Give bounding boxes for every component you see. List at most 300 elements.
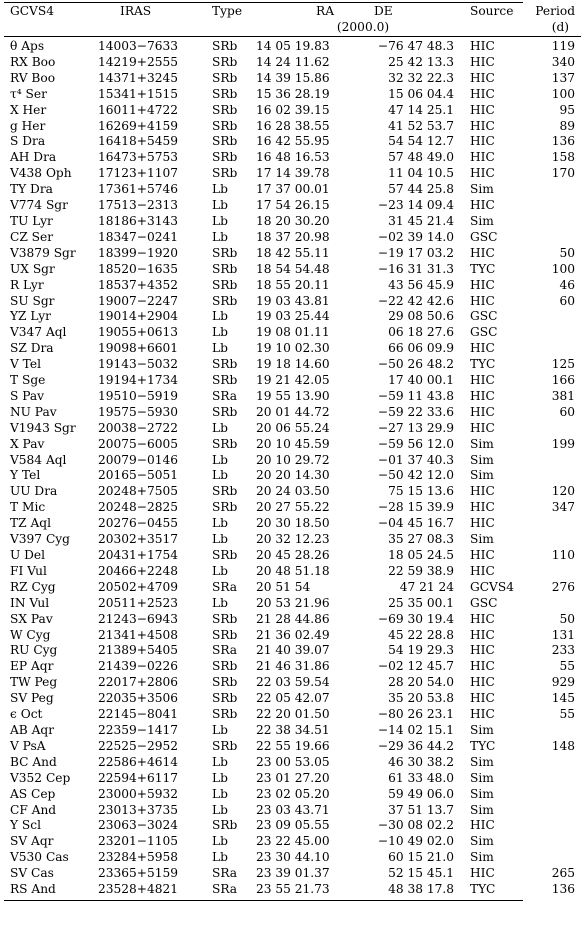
cell-period <box>530 309 581 325</box>
cell-name: SV Cas <box>10 866 54 881</box>
table-row <box>4 87 581 103</box>
table-row <box>4 691 581 707</box>
cell-name: AS Cep <box>10 786 56 801</box>
cell-period: 148 <box>551 738 575 753</box>
cell-de: 54 19 29.3 <box>388 643 454 658</box>
cell-iras: 23201−1105 <box>98 834 178 849</box>
cell-type: Lb <box>212 213 228 228</box>
cell-type: SRb <box>212 245 238 260</box>
cell-iras: 18347−0241 <box>98 229 178 244</box>
cell-type: SRb <box>212 484 238 499</box>
cell-period: 347 <box>551 500 575 515</box>
cell-name: CZ Ser <box>10 229 54 244</box>
cell-name: ϵ Oct <box>10 707 43 722</box>
cell-de: −59 56 12.0 <box>377 436 454 451</box>
cell-source: HIC <box>470 388 495 403</box>
cell-source: Sim <box>470 436 494 451</box>
cell-source: HIC <box>470 516 495 531</box>
cell-ra: 20 27 55.22 <box>256 500 330 515</box>
cell-iras: 18399−1920 <box>98 245 178 260</box>
cell-iras: 19098+6601 <box>98 341 178 356</box>
cell-ra: 17 14 39.78 <box>256 166 330 181</box>
cell-de: −22 42 42.6 <box>377 293 454 308</box>
cell-ra: 20 24 03.50 <box>256 484 330 499</box>
table-row <box>4 453 581 469</box>
cell-ra: 16 28 38.55 <box>256 118 330 133</box>
cell-period: 50 <box>559 611 575 626</box>
cell-ra: 23 30 44.10 <box>256 850 330 865</box>
cell-period: 125 <box>551 357 575 372</box>
cell-ra: 22 55 19.66 <box>256 738 330 753</box>
cell-de: 41 52 53.7 <box>388 118 454 133</box>
cell-iras: 20079−0146 <box>98 452 178 467</box>
cell-name: Y Scl <box>10 818 41 833</box>
cell-ra: 23 39 01.37 <box>256 866 330 881</box>
cell-type: Lb <box>212 754 228 769</box>
cell-ra: 23 00 53.05 <box>256 754 330 769</box>
cell-de: 46 30 38.2 <box>388 754 454 769</box>
cell-de: 11 04 10.5 <box>388 166 454 181</box>
cell-de: 32 32 22.3 <box>388 70 454 85</box>
star-table-container <box>4 2 575 901</box>
cell-period <box>530 755 581 771</box>
cell-iras: 22017+2806 <box>98 675 178 690</box>
cell-ra: 20 32 12.23 <box>256 532 330 547</box>
cell-ra: 18 20 30.20 <box>256 213 330 228</box>
table-row <box>4 341 581 357</box>
cell-source: TYC <box>470 357 496 372</box>
cell-iras: 23063−3024 <box>98 818 178 833</box>
table-row <box>4 707 581 723</box>
cell-de: 22 59 38.9 <box>388 563 454 578</box>
cell-period <box>530 325 581 341</box>
table-row <box>4 484 581 500</box>
cell-type: Lb <box>212 786 228 801</box>
table-row <box>4 755 581 771</box>
cell-de: −16 31 31.3 <box>377 261 454 276</box>
cell-iras: 20511+2523 <box>98 595 178 610</box>
cell-de: 17 40 00.1 <box>388 373 454 388</box>
cell-iras: 20502+4709 <box>98 579 178 594</box>
cell-de: −14 02 15.1 <box>377 722 454 737</box>
table-row <box>4 373 581 389</box>
cell-source: Sim <box>470 182 494 197</box>
table-row <box>4 55 581 71</box>
cell-type: SRb <box>212 436 238 451</box>
cell-iras: 14371+3245 <box>98 70 178 85</box>
cell-period <box>530 723 581 739</box>
cell-period: 119 <box>551 39 575 53</box>
cell-type: Lb <box>212 595 228 610</box>
header-period: Period <box>535 4 575 18</box>
cell-name: V397 Cyg <box>10 532 70 547</box>
cell-period: 166 <box>551 373 575 388</box>
table-row <box>4 659 581 675</box>
cell-period: 120 <box>551 484 575 499</box>
header-name: GCVS4 <box>10 4 54 18</box>
cell-source: HIC <box>470 659 495 674</box>
cell-name: AB Aqr <box>10 722 55 737</box>
table-row <box>4 246 581 262</box>
cell-type: SRb <box>212 39 238 53</box>
cell-iras: 19055+0613 <box>98 325 178 340</box>
cell-type: SRb <box>212 548 238 562</box>
cell-de: −80 26 23.1 <box>377 707 454 722</box>
table-row <box>4 262 581 278</box>
cell-type: Lb <box>212 182 228 197</box>
cell-iras: 23013+3735 <box>98 802 178 817</box>
cell-iras: 23284+5958 <box>98 850 178 865</box>
cell-iras: 22145−8041 <box>98 707 178 722</box>
cell-iras: 19575−5930 <box>98 404 178 419</box>
table-row <box>4 818 581 834</box>
cell-type: Lb <box>212 770 228 785</box>
table-row <box>4 325 581 341</box>
cell-ra: 22 05 42.07 <box>256 691 330 706</box>
cell-ra: 22 20 01.50 <box>256 707 330 722</box>
cell-name: g Her <box>10 118 46 133</box>
cell-source: TYC <box>470 738 496 753</box>
cell-ra: 16 02 39.15 <box>256 102 330 117</box>
cell-type: Lb <box>212 229 228 244</box>
cell-ra: 20 45 28.26 <box>256 548 330 562</box>
cell-source: HIC <box>470 818 495 833</box>
cell-period: 136 <box>551 134 575 149</box>
cell-source: HIC <box>470 341 495 356</box>
table-row <box>4 119 581 135</box>
cell-iras: 17513−2313 <box>98 198 178 213</box>
cell-type: SRa <box>212 882 238 897</box>
header-source: Source <box>470 4 514 18</box>
cell-source: GSC <box>470 229 498 244</box>
cell-period: 60 <box>559 293 575 308</box>
cell-iras: 15341+1515 <box>98 86 178 101</box>
cell-type: Lb <box>212 468 228 483</box>
cell-period <box>530 771 581 787</box>
cell-name: TY Dra <box>10 182 53 197</box>
cell-name: TZ Aql <box>10 516 51 531</box>
cell-source: HIC <box>470 134 495 149</box>
cell-type: Lb <box>212 198 228 213</box>
table-row <box>4 150 581 166</box>
cell-period: 110 <box>551 548 575 562</box>
cell-de: 31 45 21.4 <box>388 213 454 228</box>
cell-source: HIC <box>470 39 495 53</box>
table-row <box>4 437 581 453</box>
cell-source: Sim <box>470 213 494 228</box>
cell-ra: 19 03 43.81 <box>256 293 330 308</box>
header-subrow <box>4 19 581 35</box>
cell-source: HIC <box>470 484 495 499</box>
cell-type: SRb <box>212 102 238 117</box>
cell-iras: 22035+3506 <box>98 691 178 706</box>
cell-de: −02 12 45.7 <box>377 659 454 674</box>
cell-type: SRb <box>212 150 238 165</box>
cell-type: Lb <box>212 516 228 531</box>
cell-iras: 23365+5159 <box>98 866 178 881</box>
cell-period: 199 <box>551 436 575 451</box>
cell-name: τ⁴ Ser <box>10 86 47 101</box>
cell-name: CF And <box>10 802 57 817</box>
cell-period <box>530 230 581 246</box>
cell-ra: 20 06 55.24 <box>256 420 330 435</box>
cell-source: HIC <box>470 245 495 260</box>
cell-name: BC And <box>10 754 57 769</box>
header-iras: IRAS <box>120 4 152 18</box>
cell-source: HIC <box>470 627 495 642</box>
table-row <box>4 882 581 898</box>
cell-ra: 19 18 14.60 <box>256 357 330 372</box>
cell-source: HIC <box>470 54 495 69</box>
cell-ra: 16 48 16.53 <box>256 150 330 165</box>
cell-source: TYC <box>470 882 496 897</box>
cell-name: X Pav <box>10 436 45 451</box>
header-ra: RA <box>316 4 334 18</box>
cell-type: SRb <box>212 627 238 642</box>
cell-period: 46 <box>559 277 575 292</box>
cell-de: 25 42 13.3 <box>388 54 454 69</box>
cell-name: NU Pav <box>10 404 57 419</box>
cell-ra: 19 03 25.44 <box>256 309 330 324</box>
cell-period <box>530 453 581 469</box>
cell-source: HIC <box>470 548 495 562</box>
cell-ra: 19 10 02.30 <box>256 341 330 356</box>
header-period-unit: (d) <box>551 20 569 34</box>
cell-iras: 22586+4614 <box>98 754 178 769</box>
cell-source: HIC <box>470 198 495 213</box>
header-epoch: (2000.0) <box>336 20 390 34</box>
cell-iras: 19510−5919 <box>98 388 178 403</box>
cell-type: SRb <box>212 166 238 181</box>
cell-iras: 21389+5405 <box>98 643 178 658</box>
cell-type: SRb <box>212 373 238 388</box>
cell-iras: 20302+3517 <box>98 532 178 547</box>
cell-name: V1943 Sgr <box>10 420 76 435</box>
cell-period: 137 <box>551 70 575 85</box>
table-row <box>4 214 581 230</box>
cell-name: UX Sgr <box>10 261 55 276</box>
cell-ra: 22 03 59.54 <box>256 675 330 690</box>
cell-ra: 22 38 34.51 <box>256 722 330 737</box>
cell-de: 43 56 45.9 <box>388 277 454 292</box>
table-row <box>4 500 581 516</box>
cell-iras: 19014+2904 <box>98 309 178 324</box>
cell-type: Lb <box>212 420 228 435</box>
cell-period: 170 <box>551 166 575 181</box>
cell-source: Sim <box>470 834 494 849</box>
table-row <box>4 182 581 198</box>
cell-name: V3879 Sgr <box>10 245 76 260</box>
cell-iras: 22594+6117 <box>98 770 178 785</box>
cell-iras: 16011+4722 <box>98 102 178 117</box>
cell-source: HIC <box>470 866 495 881</box>
cell-de: 52 15 45.1 <box>388 866 454 881</box>
table-row <box>4 850 581 866</box>
cell-iras: 18186+3143 <box>98 213 178 228</box>
cell-type: SRa <box>212 388 238 403</box>
table-header <box>4 3 581 37</box>
table-body <box>4 37 581 898</box>
cell-name: SZ Dra <box>10 341 54 356</box>
cell-name: V774 Sgr <box>10 198 68 213</box>
cell-type: Lb <box>212 850 228 865</box>
cell-period <box>530 834 581 850</box>
cell-name: SU Sgr <box>10 293 55 308</box>
cell-type: SRb <box>212 357 238 372</box>
cell-ra: 20 53 21.96 <box>256 595 330 610</box>
cell-ra: 14 39 15.86 <box>256 70 330 85</box>
cell-name: S Dra <box>10 134 46 149</box>
table-row <box>4 166 581 182</box>
cell-ra: 20 30 18.50 <box>256 516 330 531</box>
cell-ra: 23 02 05.20 <box>256 786 330 801</box>
cell-iras: 18520−1635 <box>98 261 178 276</box>
cell-iras: 20466+2248 <box>98 563 178 578</box>
cell-iras: 20248+7505 <box>98 484 178 499</box>
cell-iras: 22359−1417 <box>98 722 178 737</box>
cell-source: Sim <box>470 468 494 483</box>
cell-de: 18 05 24.5 <box>388 548 454 562</box>
cell-name: UU Dra <box>10 484 58 499</box>
cell-type: SRb <box>212 500 238 515</box>
table-row <box>4 628 581 644</box>
cell-de: 06 18 27.6 <box>388 325 454 340</box>
cell-de: 54 54 12.7 <box>388 134 454 149</box>
cell-period: 265 <box>551 866 575 881</box>
cell-name: TU Lyr <box>10 213 53 228</box>
cell-period: 276 <box>551 579 575 594</box>
table-row <box>4 294 581 310</box>
cell-ra: 21 46 31.86 <box>256 659 330 674</box>
cell-de: 29 08 50.6 <box>388 309 454 324</box>
cell-source: Sim <box>470 532 494 547</box>
cell-period <box>530 564 581 580</box>
cell-de: −01 37 40.3 <box>377 452 454 467</box>
cell-period: 60 <box>559 404 575 419</box>
cell-name: SV Peg <box>10 691 54 706</box>
header-row <box>4 3 581 19</box>
cell-ra: 21 36 02.49 <box>256 627 330 642</box>
cell-de: −59 22 33.6 <box>377 404 454 419</box>
cell-name: X Her <box>10 102 47 117</box>
cell-ra: 19 21 42.05 <box>256 373 330 388</box>
table-row <box>4 612 581 628</box>
cell-de: 45 22 28.8 <box>388 627 454 642</box>
cell-source: HIC <box>470 404 495 419</box>
cell-source: HIC <box>470 118 495 133</box>
cell-period: 100 <box>551 261 575 276</box>
cell-name: EP Aqr <box>10 659 54 674</box>
cell-iras: 17123+1107 <box>98 166 178 181</box>
table-row <box>4 198 581 214</box>
cell-de: 15 06 04.4 <box>388 86 454 101</box>
cell-de: −02 39 14.0 <box>377 229 454 244</box>
cell-name: Y Tel <box>10 468 41 483</box>
table-row <box>4 675 581 691</box>
cell-de: 47 21 24 <box>399 579 454 594</box>
cell-name: R Lyr <box>10 277 44 292</box>
cell-name: SX Pav <box>10 611 53 626</box>
cell-type: SRb <box>212 70 238 85</box>
cell-source: HIC <box>470 277 495 292</box>
cell-period: 95 <box>559 102 575 117</box>
cell-iras: 23528+4821 <box>98 882 178 897</box>
cell-iras: 20038−2722 <box>98 420 178 435</box>
table-row <box>4 596 581 612</box>
cell-name: RS And <box>10 882 56 897</box>
cell-type: SRa <box>212 579 238 594</box>
cell-ra: 18 42 55.11 <box>256 245 330 260</box>
cell-ra: 23 03 43.71 <box>256 802 330 817</box>
cell-type: SRb <box>212 404 238 419</box>
cell-source: HIC <box>470 500 495 515</box>
cell-source: HIC <box>470 102 495 117</box>
cell-type: Lb <box>212 834 228 849</box>
cell-source: HIC <box>470 563 495 578</box>
cell-de: 28 20 54.0 <box>388 675 454 690</box>
table-row <box>4 564 581 580</box>
cell-period <box>530 596 581 612</box>
cell-name: SV Aqr <box>10 834 54 849</box>
cell-period: 55 <box>559 707 575 722</box>
table-row <box>4 834 581 850</box>
cell-iras: 20075−6005 <box>98 436 178 451</box>
cell-type: Lb <box>212 532 228 547</box>
cell-iras: 21341+4508 <box>98 627 178 642</box>
cell-name: IN Vul <box>10 595 50 610</box>
cell-type: SRb <box>212 86 238 101</box>
cell-type: Lb <box>212 452 228 467</box>
cell-ra: 23 55 21.73 <box>256 882 330 897</box>
cell-de: 48 38 17.8 <box>388 882 454 897</box>
cell-period <box>530 787 581 803</box>
cell-period: 929 <box>551 675 575 690</box>
cell-de: −10 49 02.0 <box>377 834 454 849</box>
cell-iras: 23000+5932 <box>98 786 178 801</box>
cell-iras: 20431+1754 <box>98 548 178 562</box>
cell-iras: 16473+5753 <box>98 150 178 165</box>
table-row <box>4 134 581 150</box>
cell-name: RZ Cyg <box>10 579 56 594</box>
cell-name: V352 Cep <box>10 770 71 785</box>
cell-source: GSC <box>470 595 498 610</box>
cell-de: 35 27 08.3 <box>388 532 454 547</box>
cell-name: T Sge <box>10 373 46 388</box>
cell-name: W Cyg <box>10 627 51 642</box>
cell-de: 35 20 53.8 <box>388 691 454 706</box>
table-row <box>4 37 581 55</box>
cell-type: Lb <box>212 325 228 340</box>
cell-name: S Pav <box>10 388 45 403</box>
cell-type: SRb <box>212 293 238 308</box>
cell-iras: 20276−0455 <box>98 516 178 531</box>
cell-source: HIC <box>470 373 495 388</box>
cell-iras: 19007−2247 <box>98 293 178 308</box>
cell-ra: 17 37 00.01 <box>256 182 330 197</box>
cell-ra: 20 10 45.59 <box>256 436 330 451</box>
cell-iras: 19143−5032 <box>98 357 178 372</box>
cell-source: HIC <box>470 150 495 165</box>
cell-iras: 14003−7633 <box>98 39 178 53</box>
table-row <box>4 548 581 564</box>
cell-de: −76 47 48.3 <box>377 39 454 53</box>
cell-type: SRb <box>212 261 238 276</box>
cell-type: Lb <box>212 309 228 324</box>
cell-de: −27 13 29.9 <box>377 420 454 435</box>
cell-ra: 20 51 54 <box>256 579 311 594</box>
cell-type: SRb <box>212 134 238 149</box>
cell-period <box>530 421 581 437</box>
